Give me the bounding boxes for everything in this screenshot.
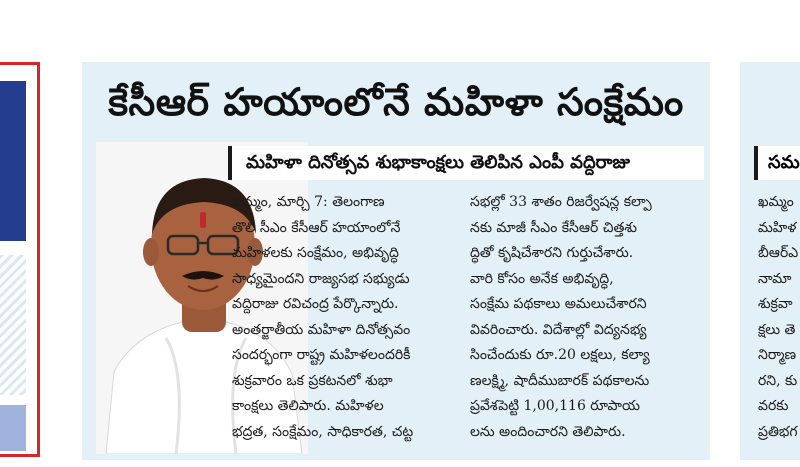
- article-text-line: ప్రతిభగ: [758, 423, 798, 440]
- article-text-line: క్షలు తె: [758, 321, 796, 338]
- article-text-line: శుక్రవా: [758, 296, 793, 312]
- article-text-line: శుక్రవారం ఒక ప్రకటనలో శుభా: [232, 372, 393, 389]
- article-column-1: [232, 190, 454, 445]
- article-text-line: వద్దిరాజు రవిచంద్ర పేర్కొన్నారు.: [232, 296, 399, 312]
- article-headline: కేసీఆర్ హయాంలోనే మహిళా సంక్షేమం: [108, 80, 684, 124]
- right-article-column: [758, 190, 800, 445]
- left-article-blue-band: [0, 81, 26, 241]
- article-text-line: కాంక్షలు తెలిపారు. మహిళల: [232, 398, 384, 414]
- left-article-light-band: [0, 405, 26, 451]
- article-text-line: నకు మాజీ సీఎం కేసీఆర్ చిత్తశు: [470, 219, 637, 236]
- article-text-line: ప్రవేశపెట్టి 1,00,116 రూపాయ: [470, 398, 640, 414]
- article-text-line: సభల్లో 33 శాతం రిజర్వేషన్ల కల్పా: [470, 194, 652, 210]
- article-text-line: ఖమ్మం, మార్చి 7: తెలంగాణ: [232, 194, 385, 210]
- article-text-line: నామా: [758, 270, 792, 287]
- article-subheadline: మహిళా దినోత్సవ శుభాకాంక్షలు తెలిపిన ఎంపీ వద్దిరాజు: [228, 146, 704, 180]
- article-text-line: సంక్షేమ పథకాలు అమలుచేశారని: [470, 296, 647, 312]
- article-text-line: లను అందించారని తెలిపారు.: [470, 423, 626, 440]
- article-text-line: సందర్భంగా రాష్ట్ర మహిళలందరికీ: [232, 347, 411, 363]
- article-text-line: రని, కు: [758, 372, 798, 389]
- article-text-line: తొలి సీఎం కేసీఆర్ హయాంలోనే: [232, 219, 401, 236]
- news-article: [82, 62, 710, 460]
- article-text-line: నిర్మాణ: [758, 347, 797, 363]
- article-text-line: సాధ్యమైందని రాజ్యసభ సభ్యుడు: [232, 270, 410, 287]
- article-text-line: వివరించారు. విదేశాల్లో విద్యనభ్య: [470, 321, 647, 338]
- left-article-edge: [0, 62, 40, 457]
- left-article-hatched-area: [0, 255, 26, 395]
- article-text-line: ణలక్ష్మి, షాదీముబారక్ పథకాలను: [470, 372, 650, 389]
- article-text-line: సించేందుకు రూ.20 లక్షలు, కల్యా: [470, 347, 650, 363]
- article-text-line: ద్ధితో కృషిచేశారని గుర్తుచేశారు.: [470, 245, 634, 261]
- article-text-line: వారి కోసం అనేక అభివృద్ధి,: [470, 270, 614, 287]
- article-column-2: [470, 190, 692, 445]
- right-article-edge: [740, 62, 800, 460]
- article-text-line: భద్రత, సంక్షేమం, సాధికారత, చట్ట: [232, 423, 414, 440]
- article-text-line: బీఆర్ఎ: [758, 245, 799, 261]
- article-text-line: మహిళ: [758, 219, 797, 236]
- article-text-line: వరకు: [758, 398, 789, 414]
- article-text-line: మహిళలకు సంక్షేమం, అభివృద్ధి: [232, 245, 399, 261]
- right-article-subheadline: సమ: [754, 146, 800, 180]
- article-text-line: ఖమ్మం: [758, 194, 794, 210]
- article-text-line: అంతర్జాతీయ మహిళా దినోత్సవం: [232, 321, 411, 338]
